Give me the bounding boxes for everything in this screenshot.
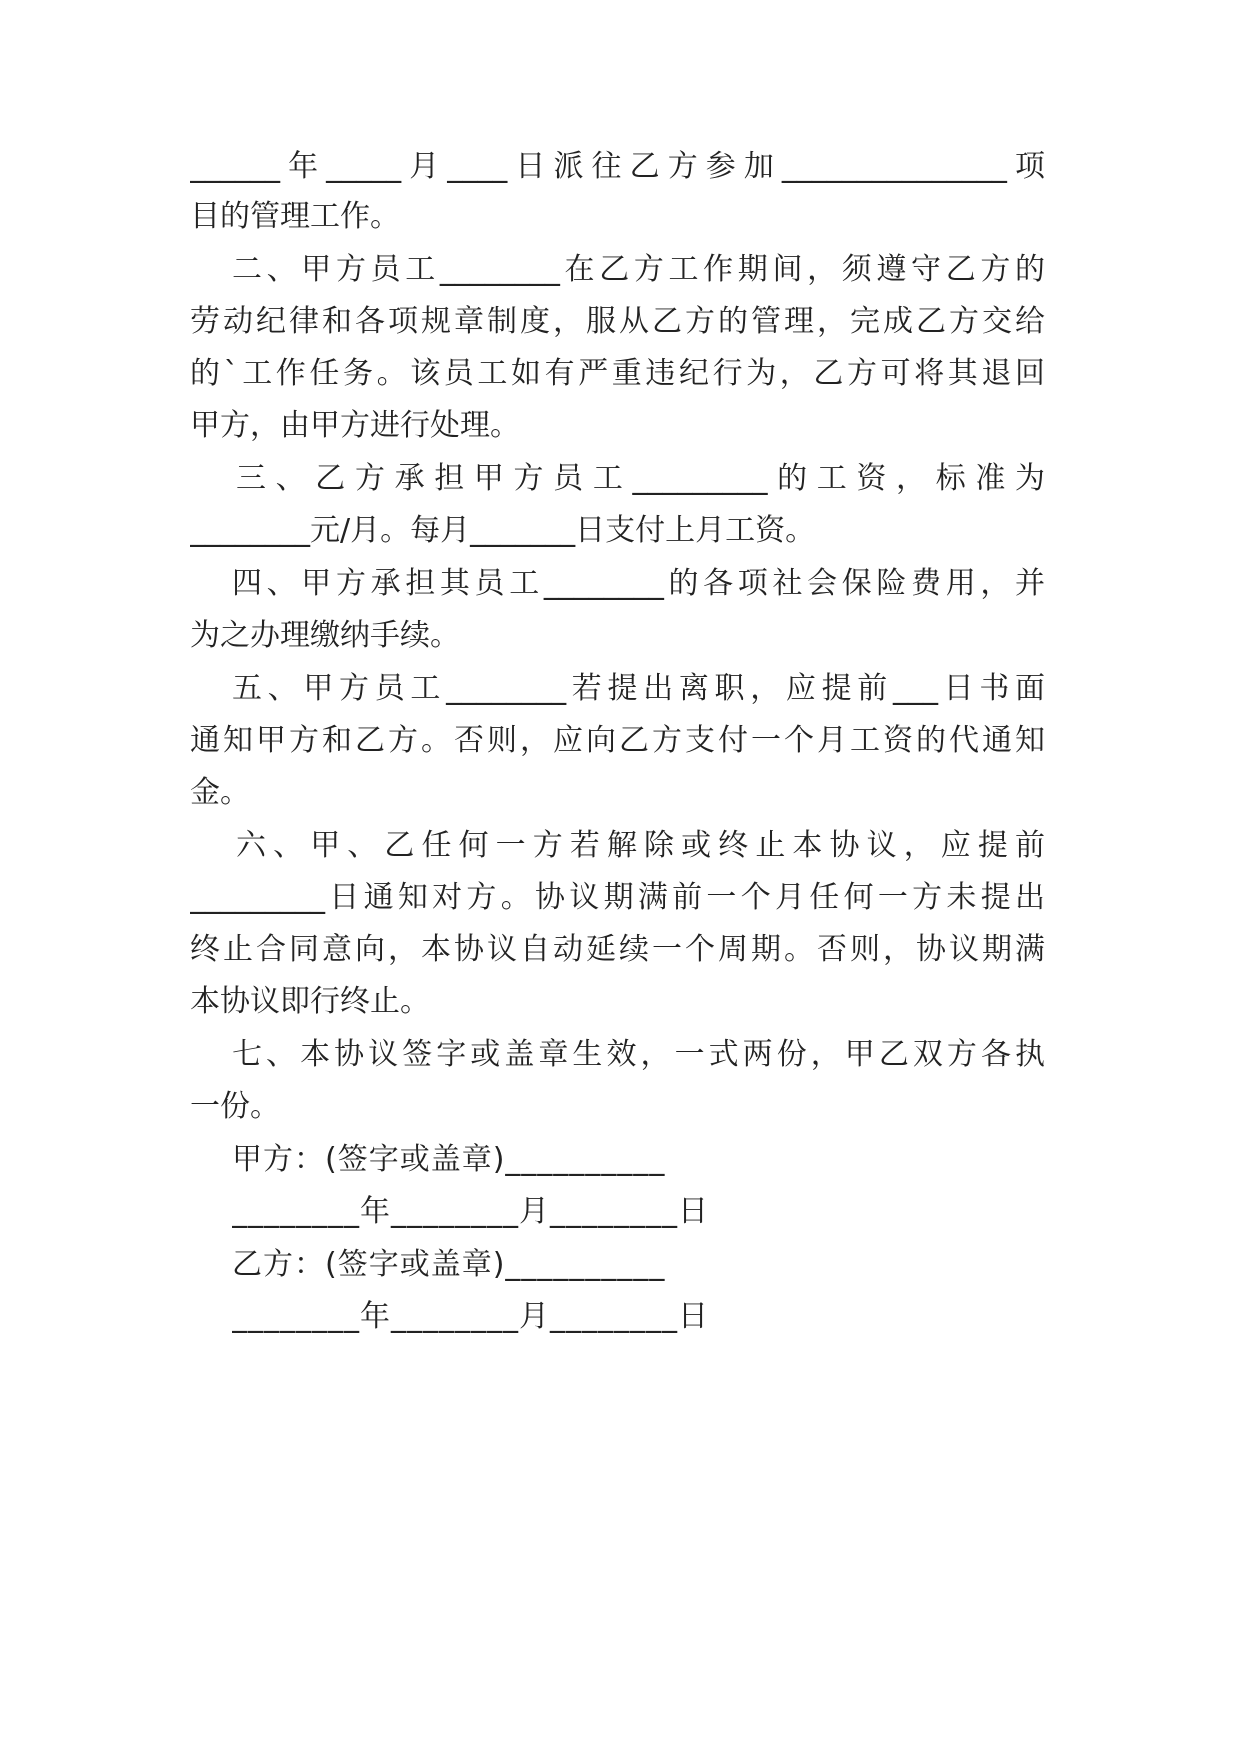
clause-2-line-1: 二、甲方员工________在乙方工作期间，须遵守乙方的 xyxy=(232,252,1045,287)
clause-5-line-3: 金。 xyxy=(190,775,250,810)
clause-4-line-2: 为之办理缴纳手续。 xyxy=(190,618,460,653)
clause-5-line-2: 通知甲方和乙方。否则，应向乙方支付一个月工资的代通知 xyxy=(190,723,1045,758)
clause-4-line-1: 四、甲方承担其员工________的各项社会保险费用，并 xyxy=(232,566,1045,601)
clause-2-line-3: 的`工作任务。该员工如有严重违纪行为，乙方可将其退回 xyxy=(190,356,1045,391)
clause-7-line-2: 一份。 xyxy=(190,1089,280,1124)
party-a-date-line: ________年________月________日 xyxy=(232,1194,709,1229)
clause-3-line-1: 三、乙方承担甲方员工_________的工资，标准为 xyxy=(236,461,1045,496)
clause-6-line-3: 终止合同意向，本协议自动延续一个周期。否则，协议期满 xyxy=(190,932,1045,967)
text-line-2: 目的管理工作。 xyxy=(190,199,400,234)
clause-7-line-1: 七、本协议签字或盖章生效，一式两份，甲乙双方各执 xyxy=(232,1037,1045,1072)
party-a-signature-line: 甲方：(签字或盖章)__________ xyxy=(232,1142,666,1177)
clause-6-line-1: 六、甲、乙任何一方若解除或终止本协议，应提前 xyxy=(236,828,1045,863)
clause-6-line-2: _________日通知对方。协议期满前一个月任何一方未提出 xyxy=(190,880,1045,915)
clause-6-line-4: 本协议即行终止。 xyxy=(190,984,430,1019)
clause-5-line-1: 五、甲方员工________若提出离职，应提前___日书面 xyxy=(232,671,1045,706)
text-line-1: ______年_____月____日派往乙方参加_______________项 xyxy=(190,149,1045,184)
party-b-date-line: ________年________月________日 xyxy=(232,1299,709,1334)
clause-3-line-2: ________元/月。每月_______日支付上月工资。 xyxy=(190,513,816,548)
clause-2-line-2: 劳动纪律和各项规章制度，服从乙方的管理，完成乙方交给 xyxy=(190,304,1045,339)
clause-2-line-4: 甲方，由甲方进行处理。 xyxy=(190,408,520,443)
party-b-signature-line: 乙方：(签字或盖章)__________ xyxy=(232,1247,666,1282)
